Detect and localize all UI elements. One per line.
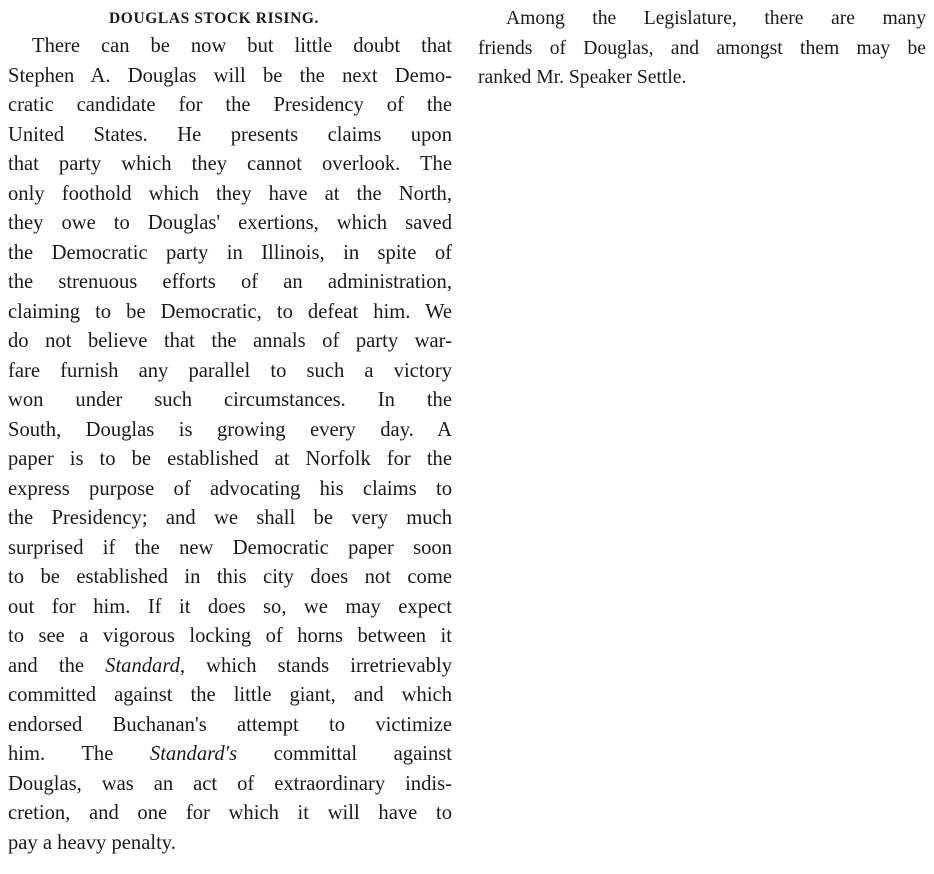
article-line: they owe to Douglas' exertions, which saved [8, 212, 452, 234]
article-body [8, 32, 452, 858]
article-line: out for him. If it does so, we may expect [8, 595, 452, 618]
article-line-text: which stands irretrievably [185, 654, 452, 677]
article-line: surprised if the new Democratic paper soon [8, 536, 452, 559]
article-column [8, 6, 452, 858]
article-line: the Democratic party in Illinois, in spite of [8, 241, 452, 264]
article-line: United States. He presents claims upon [8, 123, 452, 146]
article-line-text: committal against [237, 743, 452, 765]
note-line: friends of Douglas, and amongst them may be [478, 37, 926, 59]
article-line: There can be now but little doubt that [32, 35, 452, 57]
article-line: Douglas, was an act of extraordinary indis- [8, 772, 452, 795]
article-line-text: and the [8, 654, 106, 677]
note-body [478, 4, 926, 93]
article-line: committed against the little giant, and which [8, 684, 452, 706]
italic-newspaper-name: Standard's [149, 743, 238, 765]
article-line: that party which they cannot overlook. The [8, 153, 452, 175]
article-line: do not believe that the annals of party war- [8, 330, 452, 352]
article-line: endorsed Buchanan's attempt to victimize [8, 713, 452, 736]
article-line [8, 740, 452, 770]
article-line: South, Douglas is growing every day. A [8, 418, 452, 441]
article-line: only foothold which they have at the North, [8, 182, 452, 205]
article-line: claiming to be Democratic, to defeat him. We [8, 300, 452, 323]
article-line: cretion, and one for which it will have to [8, 802, 452, 824]
note-column [478, 4, 926, 93]
article-line: won under such circumstances. In the [8, 389, 452, 411]
article-line: paper is to be established at Norfolk for the [8, 448, 452, 470]
article-line-text: him. The [8, 743, 150, 765]
article-line: the strenuous efforts of an administration, [8, 271, 452, 293]
article-line: the Presidency; and we shall be very much [8, 507, 452, 529]
article-line: Stephen A. Douglas will be the next Demo- [8, 64, 452, 87]
article-headline: DOUGLAS STOCK RISING. [109, 10, 319, 27]
note-line: Among the Legislature, there are many [506, 8, 926, 29]
article-line: to see a vigorous locking of horns between it [8, 625, 452, 647]
article-line: cratic candidate for the Presidency of the [8, 94, 452, 116]
italic-newspaper-name: Standard, [105, 654, 186, 677]
article-line [8, 652, 452, 682]
article-line: pay a heavy penalty. [8, 831, 176, 854]
article-line: fare furnish any parallel to such a victory [8, 359, 452, 382]
note-line: ranked Mr. Speaker Settle. [478, 67, 687, 88]
article-line: to be established in this city does not come [8, 566, 452, 588]
article-line: express purpose of advocating his claims to [8, 477, 452, 500]
